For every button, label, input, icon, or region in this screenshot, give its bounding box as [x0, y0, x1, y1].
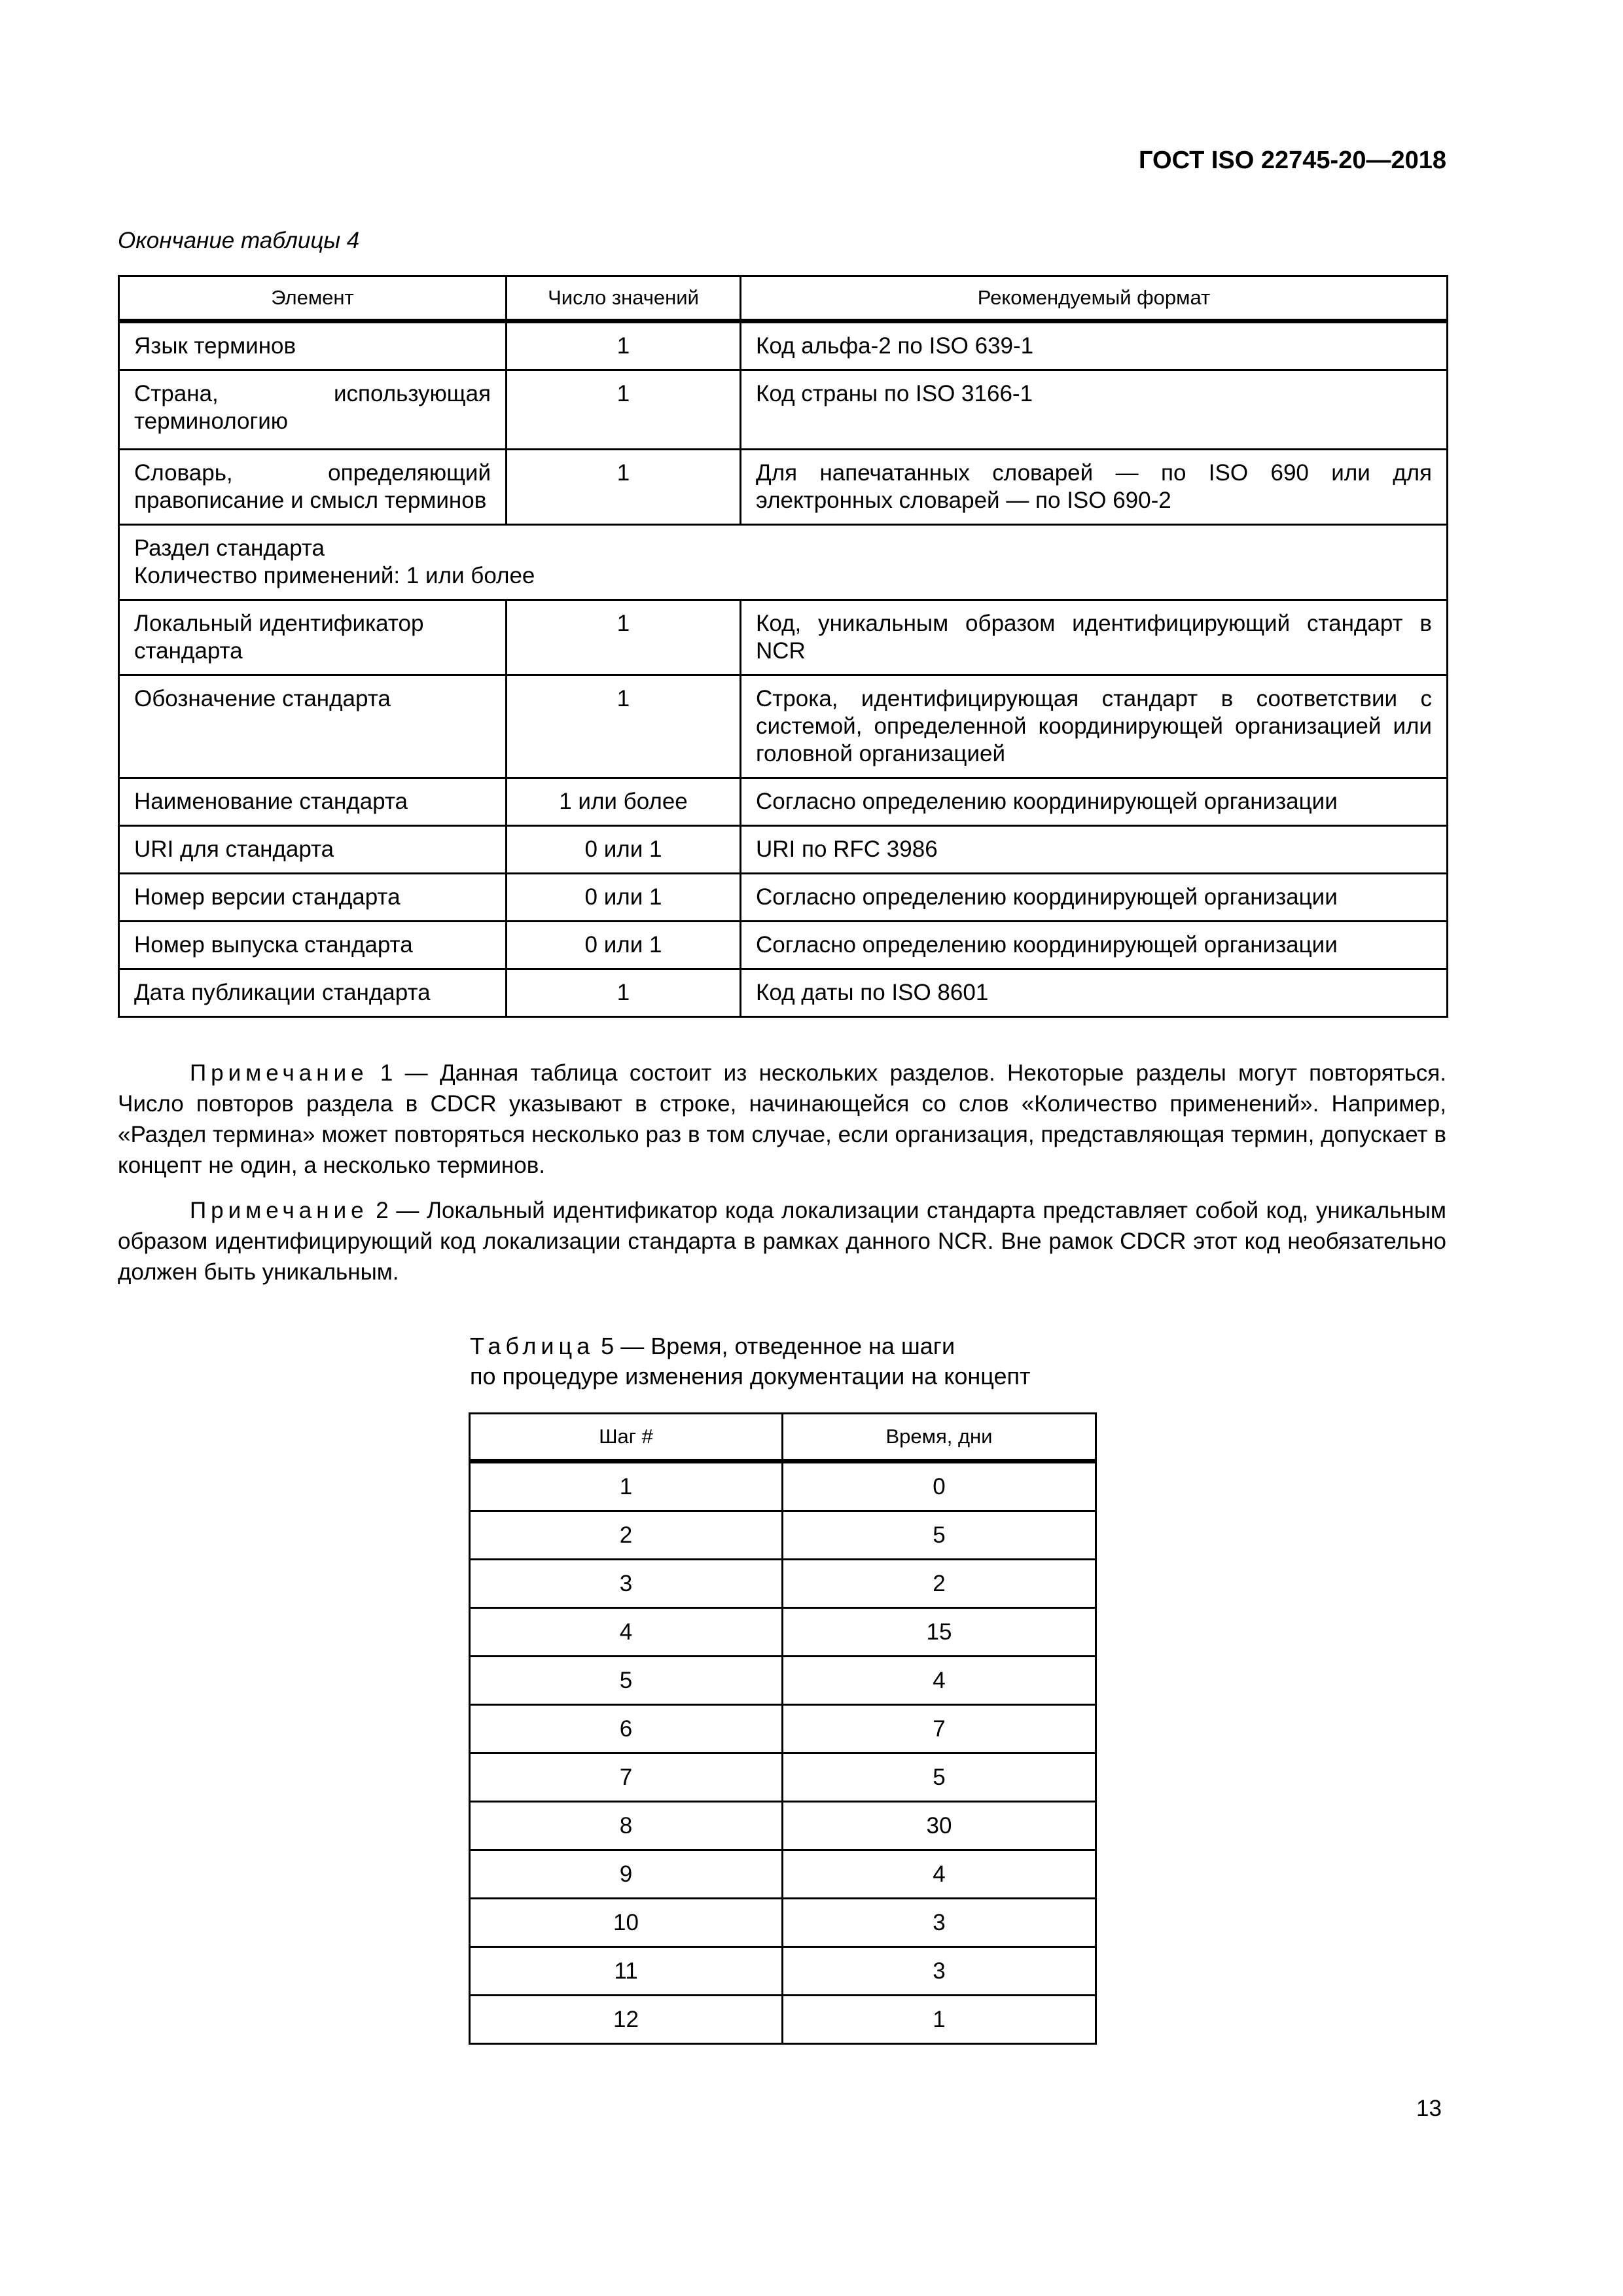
table-row: [119, 922, 1448, 969]
days-cell: 7: [783, 1705, 1096, 1753]
days-cell: 4: [783, 1850, 1096, 1899]
column-header: Шаг #: [470, 1414, 783, 1462]
days-cell: 0: [783, 1462, 1096, 1511]
step-cell: 2: [470, 1511, 783, 1560]
document-header: ГОСТ ISO 22745-20—2018: [1138, 147, 1446, 174]
table-5-label: Таблица: [470, 1333, 595, 1359]
count-cell: 0 или 1: [507, 826, 741, 874]
section-title: Раздел стандарта: [134, 535, 325, 561]
step-cell: 11: [470, 1947, 783, 1996]
format-cell: Согласно определению координирующей организации: [741, 778, 1448, 826]
column-header: Рекомендуемый формат: [741, 276, 1448, 321]
format-cell: Код, уникальным образом идентифицирующий стандарт в NCR: [741, 600, 1448, 675]
table-header-row: [470, 1414, 1096, 1462]
format-cell: Согласно определению координирующей организации: [741, 874, 1448, 922]
note-1: [118, 1058, 1446, 1181]
table-row: [119, 370, 1448, 450]
format-cell: Код страны по ISO 3166-1: [741, 370, 1448, 450]
section-usage: Количество применений: 1 или более: [134, 563, 535, 588]
step-cell: 1: [470, 1462, 783, 1511]
days-cell: 4: [783, 1657, 1096, 1705]
table-5: [469, 1412, 1097, 2045]
table-5-title: 5 — Время, отведенное на шаги: [601, 1333, 955, 1359]
table-row: [119, 778, 1448, 826]
table-row: [119, 600, 1448, 675]
count-cell: 0 или 1: [507, 874, 741, 922]
table-row: [119, 874, 1448, 922]
table-row: [470, 1705, 1096, 1753]
element-cell: Локальный идентификатор стандарта: [119, 600, 507, 675]
table-4-caption: Окончание таблицы 4: [118, 228, 360, 253]
table-row: [470, 1850, 1096, 1899]
table-row: [470, 1511, 1096, 1560]
step-cell: 4: [470, 1608, 783, 1657]
step-cell: 7: [470, 1753, 783, 1802]
days-cell: 1: [783, 1996, 1096, 2044]
count-cell: 1: [507, 321, 741, 370]
table-row: [119, 321, 1448, 370]
table-row: [119, 450, 1448, 525]
column-header: Элемент: [119, 276, 507, 321]
step-cell: 8: [470, 1802, 783, 1850]
step-cell: 12: [470, 1996, 783, 2044]
table-row: [470, 1753, 1096, 1802]
table-row: [119, 969, 1448, 1017]
table-row: [470, 1802, 1096, 1850]
table-4: [118, 275, 1448, 1018]
table-row: [470, 1462, 1096, 1511]
element-cell: Словарь, определяющий правописание и смысл терминов: [119, 450, 507, 525]
format-cell: Код даты по ISO 8601: [741, 969, 1448, 1017]
format-cell: Для напечатанных словарей — по ISO 690 или для электронных словарей — по ISO 690-2: [741, 450, 1448, 525]
table-row: [470, 1608, 1096, 1657]
days-cell: 3: [783, 1899, 1096, 1947]
count-cell: 1: [507, 969, 741, 1017]
format-cell: Строка, идентифицирующая стандарт в соответствии с системой, определенной координирующей организацией или головной организацией: [741, 675, 1448, 778]
days-cell: 5: [783, 1511, 1096, 1560]
note-text: 1 — Данная таблица состоит из нескольких разделов. Некоторые разделы могут повторяться. Число повторов раздела в CDCR указывают в строке, начинающейся со слов «Количество применений». Например, «Раздел термина» может повторяться несколько раз в том случае, если организация, представляющая термин, допускает в концепт не один, а несколько терминов.: [118, 1060, 1446, 1178]
step-cell: 6: [470, 1705, 783, 1753]
note-2: [118, 1195, 1446, 1287]
days-cell: 3: [783, 1947, 1096, 1996]
table-row: [119, 675, 1448, 778]
element-cell: Обозначение стандарта: [119, 675, 507, 778]
element-cell: Наименование стандарта: [119, 778, 507, 826]
element-cell: Номер версии стандарта: [119, 874, 507, 922]
note-label: Примечание: [190, 1060, 368, 1086]
format-cell: URI по RFC 3986: [741, 826, 1448, 874]
count-cell: 1 или более: [507, 778, 741, 826]
table-row: [119, 826, 1448, 874]
column-header: Число значений: [507, 276, 741, 321]
table-row: [470, 1560, 1096, 1608]
column-header: Время, дни: [783, 1414, 1096, 1462]
days-cell: 15: [783, 1608, 1096, 1657]
table-5-title-line2: по процедуре изменения документации на концепт: [470, 1363, 1031, 1390]
section-row: [119, 525, 1448, 600]
step-cell: 5: [470, 1657, 783, 1705]
note-label: Примечание: [190, 1198, 368, 1223]
format-cell: Согласно определению координирующей организации: [741, 922, 1448, 969]
count-cell: 0 или 1: [507, 922, 741, 969]
count-cell: 1: [507, 370, 741, 450]
table-row: [470, 1657, 1096, 1705]
table-row: [470, 1947, 1096, 1996]
table-header-row: [119, 276, 1448, 321]
step-cell: 10: [470, 1899, 783, 1947]
section-cell: [119, 525, 1448, 600]
days-cell: 2: [783, 1560, 1096, 1608]
element-cell: Страна, использующая терминологию: [119, 370, 507, 450]
count-cell: 1: [507, 600, 741, 675]
element-cell: Язык терминов: [119, 321, 507, 370]
count-cell: 1: [507, 450, 741, 525]
table-row: [470, 1996, 1096, 2044]
step-cell: 9: [470, 1850, 783, 1899]
element-cell: URI для стандарта: [119, 826, 507, 874]
days-cell: 5: [783, 1753, 1096, 1802]
element-cell: Дата публикации стандарта: [119, 969, 507, 1017]
element-cell: Номер выпуска стандарта: [119, 922, 507, 969]
page-number: 13: [1416, 2096, 1442, 2121]
days-cell: 30: [783, 1802, 1096, 1850]
step-cell: 3: [470, 1560, 783, 1608]
note-text: 2 — Локальный идентификатор кода локализации стандарта представляет собой код, уникальным образом идентифицирующий код локализации стандарта в рамках данного NCR. Вне рамок CDCR этот код необязательно должен быть уникальным.: [118, 1198, 1446, 1285]
format-cell: Код альфа-2 по ISO 639-1: [741, 321, 1448, 370]
table-5-caption: [470, 1331, 1030, 1391]
table-row: [470, 1899, 1096, 1947]
count-cell: 1: [507, 675, 741, 778]
